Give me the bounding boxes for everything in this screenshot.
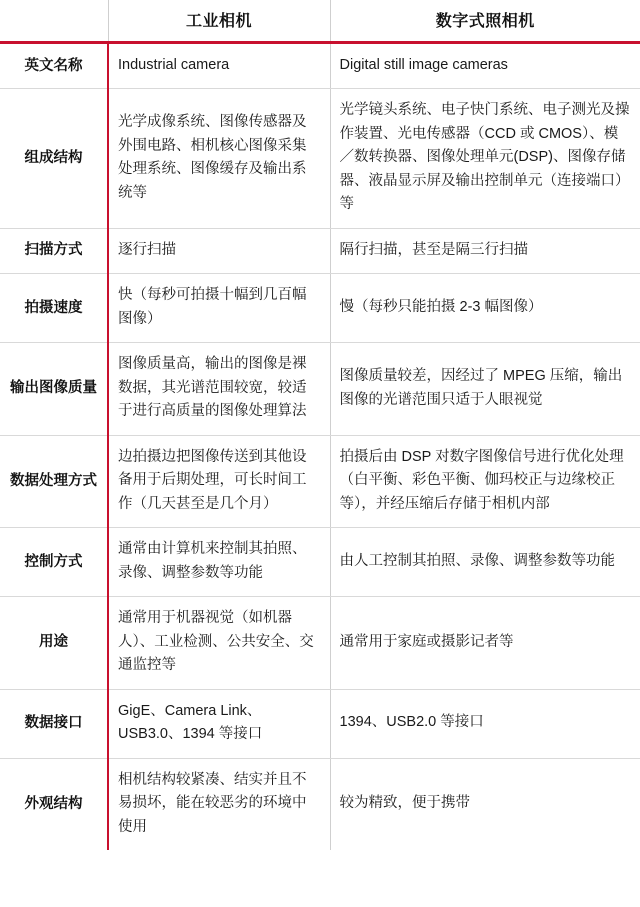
- row-label: 数据接口: [0, 689, 108, 758]
- cell-digital: 通常用于家庭或摄影记者等: [330, 597, 640, 689]
- table-row: [0, 435, 640, 527]
- row-label: 数据处理方式: [0, 435, 108, 527]
- table-header: [0, 0, 640, 43]
- cell-industrial: 边拍摄边把图像传送到其他设备用于后期处理，可长时间工作（几天甚至是几个月）: [108, 435, 330, 527]
- cell-digital: Digital still image cameras: [330, 43, 640, 89]
- row-label: 拍摄速度: [0, 274, 108, 343]
- table-row: [0, 274, 640, 343]
- cell-industrial: 图像质量高，输出的图像是裸数据，其光谱范围较宽，较适于进行高质量的图像处理算法: [108, 343, 330, 435]
- row-label: 控制方式: [0, 528, 108, 597]
- cell-digital: 较为精致，便于携带: [339, 795, 470, 812]
- cell-industrial: Industrial camera: [108, 43, 330, 89]
- row-label: 外观结构: [0, 758, 108, 850]
- cell-digital: 光学镜头系统、电子快门系统、电子测光及操作装置、光电传感器（CCD 或 CMOS）、模／数转换器、图像处理单元(DSP)、图像存储器、液晶显示屏及输出控制单元（连接端口）等: [330, 89, 640, 228]
- cell-industrial: 通常用于机器视觉（如机器人）、工业检测、公共安全、交通监控等: [108, 597, 330, 689]
- table-row: [0, 528, 640, 597]
- cell-industrial: GigE、Camera Link、USB3.0、1394 等接口: [108, 689, 330, 758]
- row-label: 扫描方式: [0, 228, 108, 273]
- header-cell-digital: 数字式照相机: [330, 0, 640, 43]
- cell-digital: 图像质量较差，因经过了 MPEG 压缩，输出图像的光谱范围只适于人眼视觉: [330, 343, 640, 435]
- cell-industrial: 快（每秒可拍摄十幅到几百幅图像）: [108, 274, 330, 343]
- table-row: [0, 343, 640, 435]
- cell-digital: 慢（每秒只能拍摄 2-3 幅图像）: [330, 274, 640, 343]
- table-row: [0, 228, 640, 273]
- table-body: [0, 43, 640, 851]
- header-row: [0, 0, 640, 43]
- cell-industrial: 光学成像系统、图像传感器及外围电路、相机核心图像采集处理系统、图像缓存及输出系统等: [108, 89, 330, 228]
- header-cell-industrial: 工业相机: [108, 0, 330, 43]
- row-label: 输出图像质量: [0, 343, 108, 435]
- table-row: [0, 43, 640, 89]
- cell-digital: 由人工控制其拍照、录像、调整参数等功能: [330, 528, 640, 597]
- table-row: [0, 89, 640, 228]
- row-label: 用途: [0, 597, 108, 689]
- cell-industrial: 逐行扫描: [108, 228, 330, 273]
- row-label: 英文名称: [0, 43, 108, 89]
- cell-digital: 1394、USB2.0 等接口: [330, 689, 640, 758]
- cell-digital: 拍摄后由 DSP 对数字图像信号进行优化处理（白平衡、彩色平衡、伽玛校正与边缘校正等），并经压缩后存储于相机内部: [330, 435, 640, 527]
- table-row: [0, 758, 640, 850]
- cell-digital: 隔行扫描，甚至是隔三行扫描: [330, 228, 640, 273]
- row-label: 组成结构: [0, 89, 108, 228]
- cell-industrial: 相机结构较紧凑、结实并且不易损坏，能在较恶劣的环境中使用: [108, 758, 330, 850]
- cell-industrial: 通常由计算机来控制其拍照、录像、调整参数等功能: [108, 528, 330, 597]
- header-cell-empty: [0, 0, 108, 43]
- table-row: [0, 689, 640, 758]
- table-row: [0, 597, 640, 689]
